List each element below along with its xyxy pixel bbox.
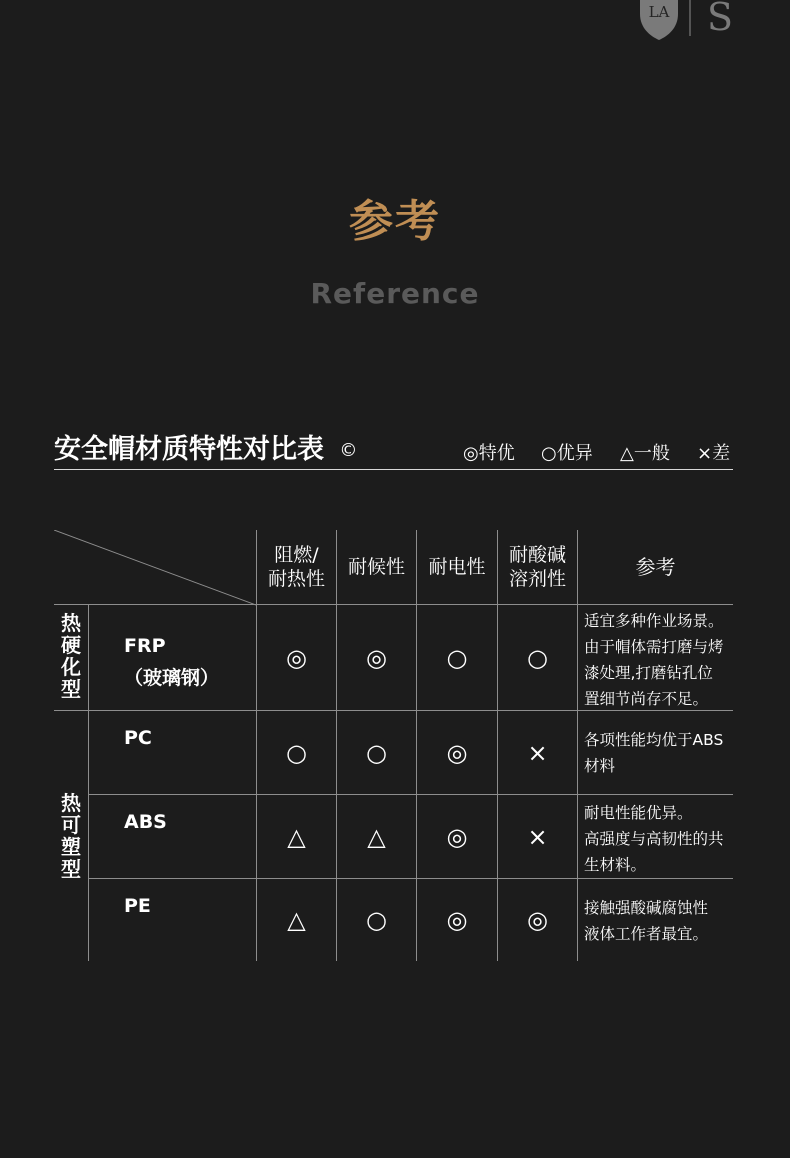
legend-item-excellent xyxy=(463,441,515,467)
rating-cell: ○ xyxy=(527,643,548,672)
rating-cell: ◎ xyxy=(446,738,468,767)
heading-underline xyxy=(54,469,733,470)
rating-cell: △ xyxy=(367,822,386,851)
material-name: FRP （玻璃钢） xyxy=(124,635,220,689)
legend-label: 特优 xyxy=(478,443,515,464)
page-title: 参考 xyxy=(349,196,441,247)
rating-cell: ○ xyxy=(446,643,468,672)
header-diagonal xyxy=(54,530,256,606)
legend-label: 差 xyxy=(712,443,731,464)
rating-cell: ○ xyxy=(366,738,387,767)
logo-left-text: LA xyxy=(648,3,670,21)
rating-cell: ◎ xyxy=(446,822,468,851)
legend-item-good xyxy=(541,441,593,467)
triangle-icon: △ xyxy=(620,443,634,464)
table-heading-text: 安全帽材质特性对比表 xyxy=(54,434,324,465)
reference-note: 耐电性能优异。 高强度与高韧性的共 生材料。 xyxy=(584,804,724,874)
column-header-electrical: 耐电性 xyxy=(428,556,486,578)
rating-cell: ◎ xyxy=(446,906,468,934)
rating-cell: × xyxy=(527,822,548,851)
rating-cell: × xyxy=(527,738,548,767)
rating-cell: ○ xyxy=(286,738,307,767)
table-heading xyxy=(54,432,357,469)
legend-item-average xyxy=(620,441,670,467)
legend-item-poor xyxy=(697,441,730,467)
column-header-reference: 参考 xyxy=(635,555,676,579)
brand-logo xyxy=(638,0,748,40)
rating-cell: ◎ xyxy=(366,643,387,672)
rating-cell: ◎ xyxy=(527,906,548,934)
column-header-flame-heat: 阻燃/ 耐热性 xyxy=(267,544,325,590)
rating-cell: ○ xyxy=(366,906,387,934)
rating-cell: ◎ xyxy=(286,643,307,672)
column-header-weather: 耐候性 xyxy=(347,556,405,578)
material-name: PC xyxy=(124,727,152,749)
circle-icon: ○ xyxy=(541,443,557,464)
cross-icon: × xyxy=(697,443,713,464)
logo-right-text: S xyxy=(706,0,734,39)
group-label-thermoset: 热 硬 化 型 xyxy=(61,611,81,701)
column-header-chemical: 耐酸碱 溶剂性 xyxy=(508,544,566,590)
rating-cell: △ xyxy=(287,822,306,851)
double-circle-icon: ◎ xyxy=(463,443,479,464)
reference-note: 各项性能均优于ABS 材料 xyxy=(584,731,724,775)
reference-note: 适宜多种作业场景。 由于帽体需打磨与烤 漆处理,打磨钻孔位 置细节尚存不足。 xyxy=(584,612,724,708)
legend-label: 一般 xyxy=(633,443,670,464)
page-subtitle: Reference xyxy=(310,277,480,310)
legend-label: 优异 xyxy=(556,443,593,464)
material-name: PE xyxy=(124,895,151,917)
reference-note: 接触强酸碱腐蚀性 液体工作者最宜。 xyxy=(584,899,709,943)
copyright-icon: © xyxy=(339,439,358,461)
table-line xyxy=(88,604,89,961)
material-name: ABS xyxy=(124,811,167,833)
group-label-thermoplastic: 热 可 塑 型 xyxy=(61,791,81,881)
rating-cell: △ xyxy=(287,906,306,934)
